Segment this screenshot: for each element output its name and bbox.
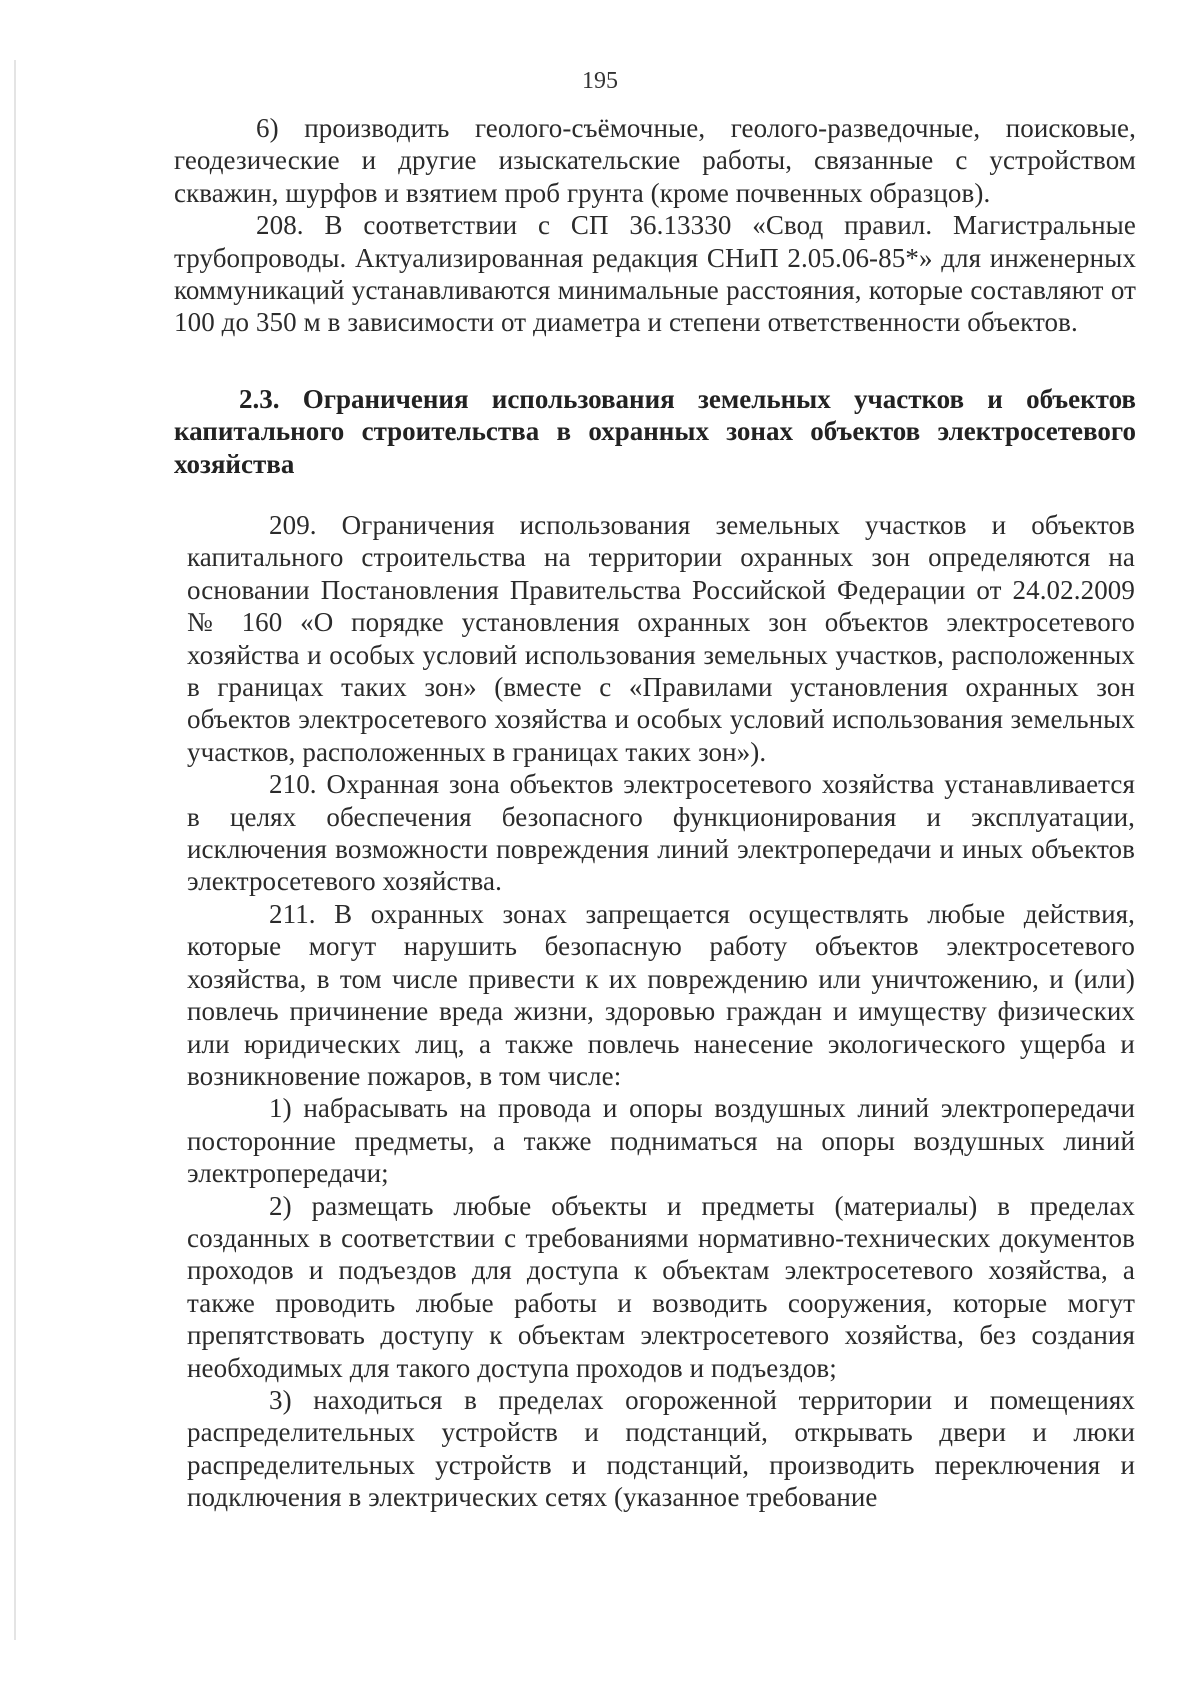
paragraph-211: 211. В охранных зонах запрещается осуществлять любые действия, которые могут нарушить безопасную работу объектов электросетевого хозяйства, в том числе привести к их повреждению или уничтожению, и (или) повлечь причинение вреда жизни, здоровью граждан и имуществу физических или юридических лиц, а также повлечь нанесение экологического ущерба и возникновение пожаров, в том числе: xyxy=(187,898,1135,1091)
list-item-3: 3) находиться в пределах огороженной территории и помещениях распределительных устройств и подстанций, открывать двери и люки распределительных устройств и подстанций, производить переключения и подключения в электрических сетях (указанное требование xyxy=(187,1384,1135,1513)
list-item-2: 2) размещать любые объекты и предметы (материалы) в пределах созданных в соответствии с требованиями нормативно-технических документов проходов и подъездов для доступа к объектам электросетевого хозяйства, а также проводить любые работы и возводить сооружения, которые могут препятствовать доступу к объектам электросетевого хозяйства, без создания необходимых для такого доступа проходов и подъездов; xyxy=(187,1190,1135,1383)
upper-text-block xyxy=(174,112,1136,480)
scan-edge xyxy=(14,60,16,1640)
paragraph-208: 208. В соответствии с СП 36.13330 «Свод правил. Магистральные трубопроводы. Актуализированная редакция СНиП 2.05.06-85*» для инженерных коммуникаций устанавливаются минимальные расстояния, которые составляют от 100 до 350 м в зависимости от диаметра и степени ответственности объектов. xyxy=(174,210,1136,338)
paragraph-210: 210. Охранная зона объектов электросетевого хозяйства устанавливается в целях обеспечения безопасного функционирования и эксплуатации, исключения возможности повреждения линий электропередачи и иных объектов электросетевого хозяйства. xyxy=(187,769,1135,897)
page-number: 195 xyxy=(582,68,618,94)
paragraph-209: 209. Ограничения использования земельных участков и объектов капитального строительства на территории охранных зон определяются на основании Постановления Правительства Российской Федерации от 24.02.2009 № 160 «О порядке установления охранных зон объектов электросетевого хозяйства и особых условий использования земельных участков, расположенных в границах таких зон» (вместе с «Правилами установления охранных зон объектов электросетевого хозяйства и особых условий использования земельных участков, расположенных в границах таких зон»). xyxy=(187,510,1135,767)
section-heading: 2.3. Ограничения использования земельных участков и объектов капитального строительства в охранных зонах объектов электросетевого хозяйства xyxy=(174,383,1136,479)
list-item-1: 1) набрасывать на провода и опоры воздушных линий электропередачи посторонние предметы, а также подниматься на опоры воздушных линий электропередачи; xyxy=(187,1093,1135,1189)
list-item-6: 6) производить геолого-съёмочные, геолого-разведочные, поисковые, геодезические и другие изыскательские работы, связанные с устройством скважин, шурфов и взятием проб грунта (кроме почвенных образцов). xyxy=(174,113,1136,208)
lower-text-block xyxy=(187,509,1135,1514)
